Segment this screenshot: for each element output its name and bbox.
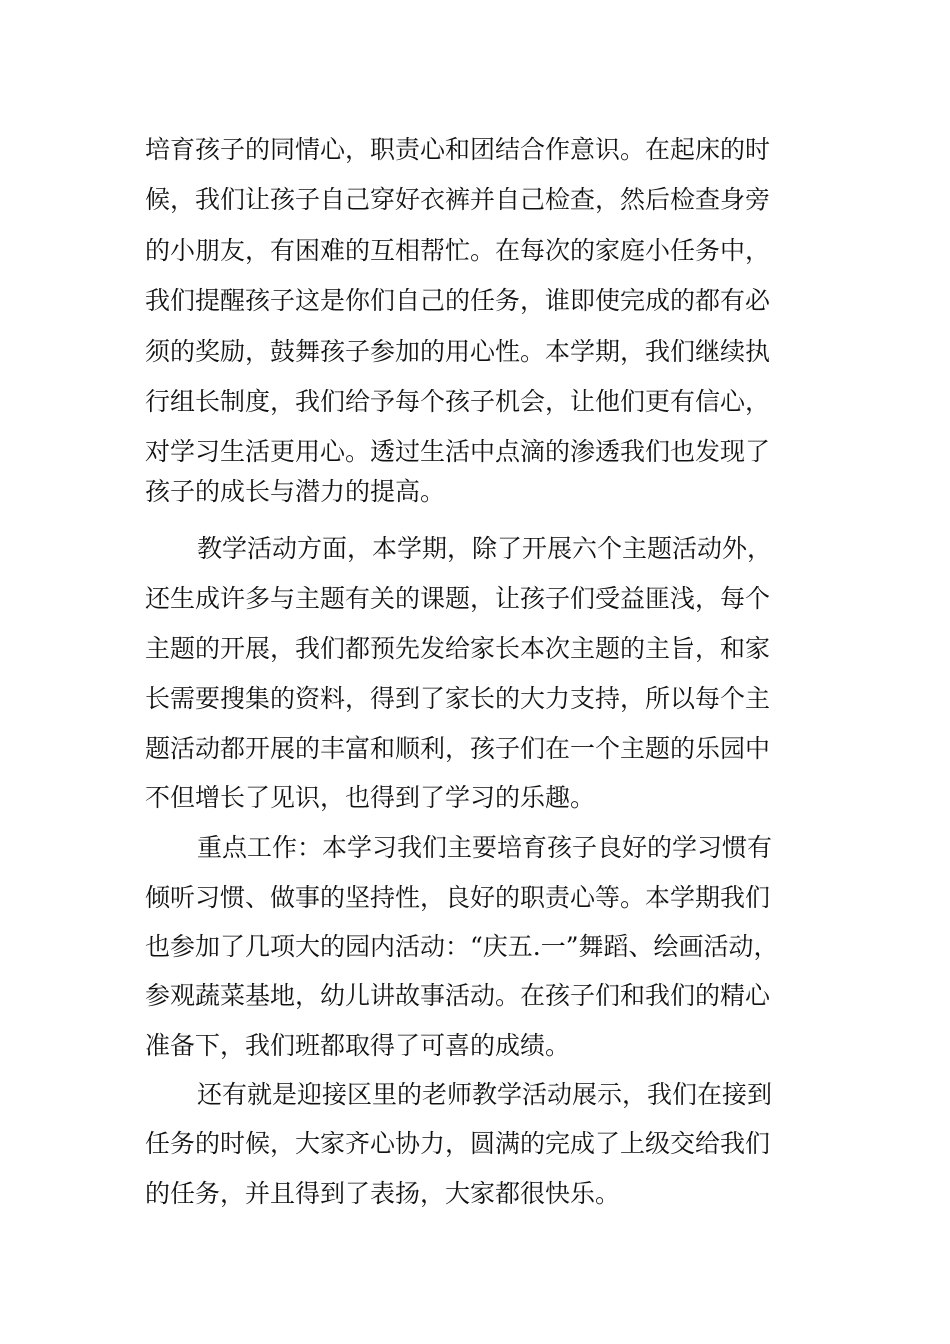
text-line: 参观蔬菜基地，幼儿讲故事活动。在孩子们和我们的精心: [145, 981, 771, 1010]
text-line: 我们提醒孩子这是你们自己的任务，谁即使完成的都有必: [145, 286, 771, 315]
text-line: 孩子的成长与潜力的提高。: [145, 477, 446, 506]
text-line: 长需要搜集的资料，得到了家长的大力支持，所以每个主: [145, 684, 771, 713]
text-line: 培育孩子的同情心，职责心和团结合作意识。在起床的时: [145, 135, 771, 164]
text-line: 还有就是迎接区里的老师教学活动展示，我们在接到: [197, 1080, 773, 1109]
text-line: 任务的时候，大家齐心协力，圆满的完成了上级交给我们: [145, 1129, 771, 1158]
text-line: 不但增长了见识，也得到了学习的乐趣。: [145, 783, 596, 812]
text-line: 须的奖励，鼓舞孩子参加的用心性。本学期，我们继续执: [145, 337, 771, 366]
text-line: 教学活动方面，本学期，除了开展六个主题活动外，: [197, 534, 773, 563]
text-line: 倾听习惯、做事的坚持性，良好的职责心等。本学期我们: [145, 883, 771, 912]
text-line: 的任务，并且得到了表扬，大家都很快乐。: [145, 1179, 621, 1208]
text-line: 候，我们让孩子自己穿好衣裤并自己检查，然后检查身旁: [145, 185, 771, 214]
text-line: 还生成许多与主题有关的课题，让孩子们受益匪浅，每个: [145, 584, 771, 613]
text-line: 题活动都开展的丰富和顺利，孩子们在一个主题的乐园中: [145, 734, 771, 763]
text-line: 行组长制度，我们给予每个孩子机会，让他们更有信心，: [145, 387, 771, 416]
text-line: 也参加了几项大的园内活动：“庆五.一”舞蹈、绘画活动，: [145, 932, 779, 961]
text-line: 对学习生活更用心。透过生活中点滴的渗透我们也发现了: [145, 437, 771, 466]
text-line: 准备下，我们班都取得了可喜的成绩。: [145, 1031, 571, 1060]
text-line: 主题的开展，我们都预先发给家长本次主题的主旨，和家: [145, 634, 771, 663]
text-line: 重点工作：本学习我们主要培育孩子良好的学习惯有: [197, 833, 773, 862]
text-line: 的小朋友，有困难的互相帮忙。在每次的家庭小任务中，: [145, 236, 771, 265]
